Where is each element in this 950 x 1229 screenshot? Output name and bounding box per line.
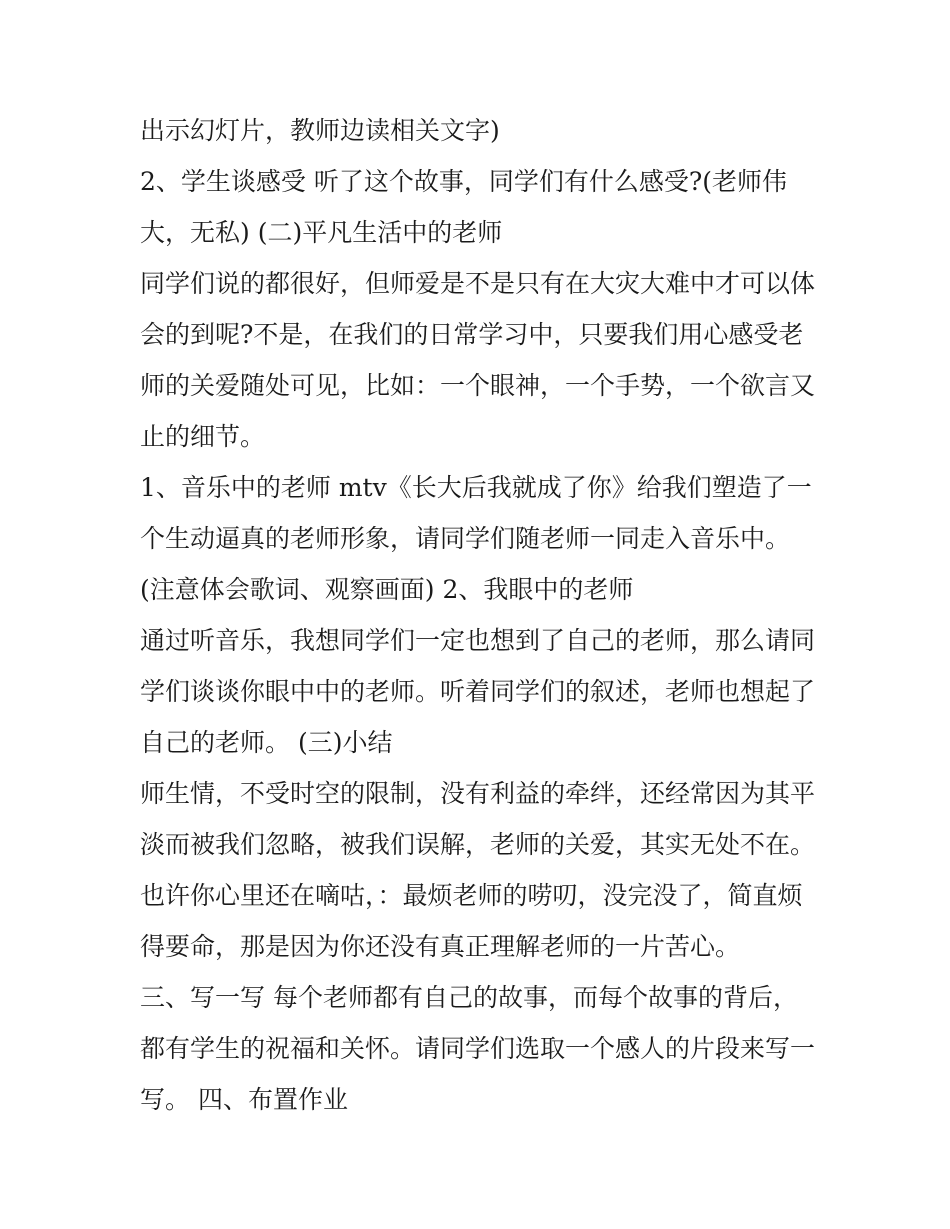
text-line: 师的关爱随处可见，比如：一个眼神，一个手势，一个欲言又 [140,371,816,400]
text-line: 淡而被我们忽略，被我们误解，老师的关爱，其实无处不在。 [140,830,816,859]
text-line: 得要命，那是因为你还没有真正理解老师的一片苦心。 [140,932,741,961]
text-line: 会的到呢?不是，在我们的日常学习中，只要我们用心感受老 [140,320,804,349]
document-body [140,105,830,1125]
text-line: 通过听音乐，我想同学们一定也想到了自己的老师，那么请同 [140,626,816,655]
text-line: 也许你心里还在嘀咕，：最烦老师的唠叨，没完没了，简直烦 [140,881,803,910]
text-line: 1、音乐中的老师 mtv《长大后我就成了你》给我们塑造了一 [140,473,812,502]
text-line: 同学们说的都很好，但师爱是不是只有在大灾大难中才可以体 [140,269,816,298]
text-line: 止的细节。 [140,422,266,451]
text-line: 师生情，不受时空的限制，没有利益的牵绊，还经常因为其平 [140,779,816,808]
text-line: 都有学生的祝福和关怀。请同学们选取一个感人的片段来写一 [140,1034,816,1063]
text-line: 大，无私) (二)平凡生活中的老师 [140,218,503,247]
text-line: (注意体会歌词、观察画面) 2、我眼中的老师 [140,575,634,604]
text-line: 写。 四、布置作业 [140,1085,348,1114]
text-line: 2、学生谈感受 听了这个故事，同学们有什么感受?(老师伟 [140,167,788,196]
text-line: 出示幻灯片，教师边读相关文字) [140,116,500,145]
text-line: 学们谈谈你眼中中的老师。听着同学们的叙述，老师也想起了 [140,677,816,706]
text-line: 三、写一写 每个老师都有自己的故事，而每个故事的背后， [140,983,798,1012]
text-line: 自己的老师。 (三)小结 [140,728,393,757]
text-line: 个生动逼真的老师形象，请同学们随老师一同走入音乐中。 [140,524,791,553]
